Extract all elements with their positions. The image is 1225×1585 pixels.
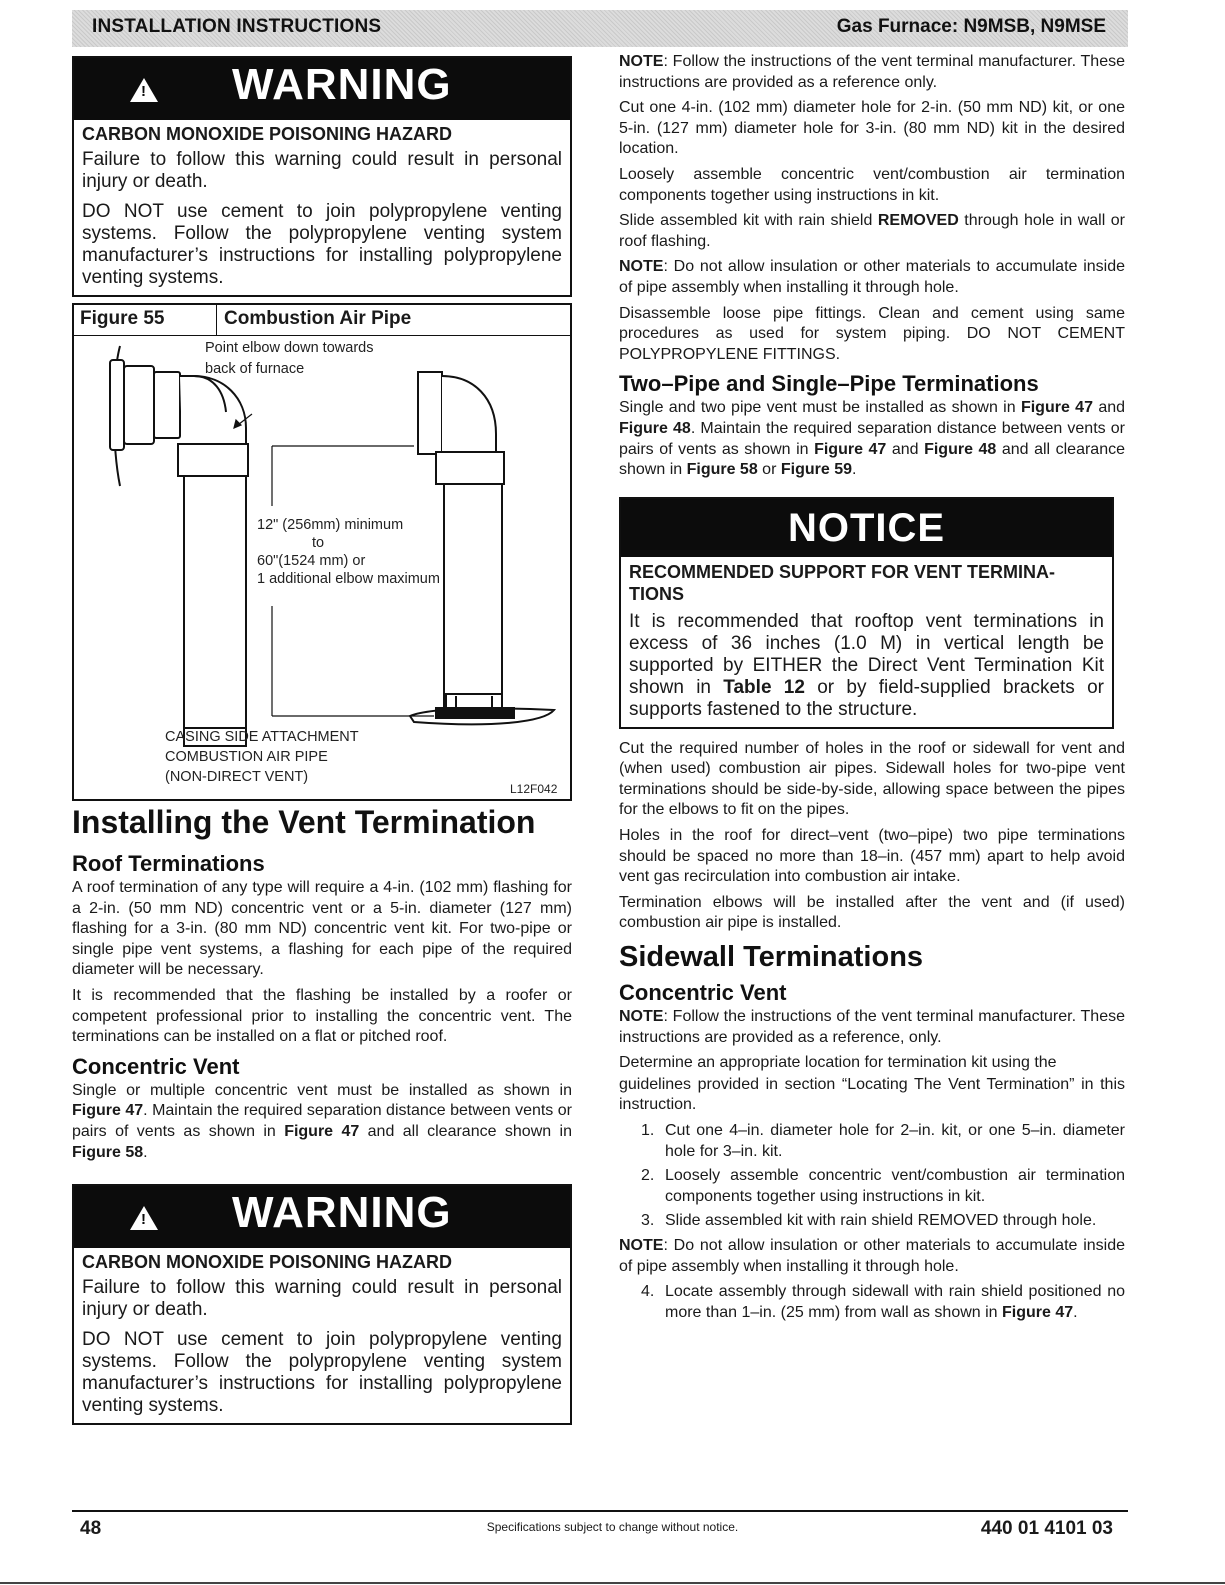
notice-title: RECOMMENDED SUPPORT FOR VENT TERMINA- TIONS	[629, 561, 1056, 604]
left-column-bottom	[72, 1184, 572, 1425]
figure-title: Combustion Air Pipe	[224, 308, 412, 329]
caption-line-3: (NON-DIRECT VENT)	[165, 769, 309, 785]
dimension-text-2: to	[312, 535, 325, 551]
paragraph-disassemble: Disassemble loose pipe fittings. Clean and cement using same procedures as used for system piping. DO NOT CEMENT POLYPROPYLENE FITTINGS.	[619, 304, 1125, 363]
warning-text-1: Failure to follow this warning could result in personal injury or death.	[82, 149, 562, 192]
notice-text: It is recommended that rooftop vent terminations in excess of 36 inches (1.0 M) in vertical length be supported by EITHER the Direct Vent Termination Kit shown in Table 12 or by field-supplied brackets or supports fastened to the structure.	[629, 610, 1104, 720]
warning-text-2: DO NOT use cement to join polypropylene venting systems. Follow the polypropylene venting system manufacturer’s instructions for installing polypropylene venting systems.	[82, 201, 562, 288]
warning-label: WARNING	[232, 60, 452, 109]
header-section-title: INSTALLATION INSTRUCTIONS	[92, 16, 382, 37]
page-number: 48	[80, 1518, 102, 1539]
paragraph-slide-kit: Slide assembled kit with rain shield REMOVED through hole in wall or roof flashing.	[619, 212, 1126, 250]
list-item: 3. Slide assembled kit with rain shield REMOVED through hole.	[641, 1212, 1097, 1230]
warning-triangle-icon	[130, 78, 158, 102]
note-insulation: NOTE: Do not allow insulation or other materials to accumulate inside of pipe assembly when installing it through hole.	[619, 258, 1125, 296]
right-column	[619, 52, 1125, 1327]
footer-disclaimer: Specifications subject to change without notice.	[486, 1520, 739, 1534]
figure-code: L12F042	[510, 782, 558, 796]
paragraph-two-pipe: Single and two pipe vent must be installed as shown in Figure 47 and Figure 48. Maintain the required separation distance between vents or pairs of vents as shown in Figure 47 and Figure 48 and all clearance shown in Figure 58 or Figure 59.	[619, 399, 1126, 479]
note-terminal-manufacturer: NOTE: Follow the instructions of the vent terminal manufacturer. These instructions are provided as a reference only.	[619, 53, 1125, 91]
dimension-text-3: 60"(1524 mm) or	[257, 553, 366, 569]
paragraph-loosely-assemble: Loosely assemble concentric vent/combustion air termination components together using instructions in kit.	[619, 165, 1125, 204]
warning-text-2: DO NOT use cement to join polypropylene venting systems. Follow the polypropylene venting system manufacturer’s instructions for installing polypropylene venting systems.	[82, 1329, 562, 1416]
list-item: 1. Cut one 4–in. diameter hole for 2–in. kit, or one 5–in. diameter hole for 3–in. kit.	[641, 1122, 1125, 1160]
warning-title: CARBON MONOXIDE POISONING HAZARD	[82, 124, 453, 144]
roof-paragraph-1: A roof termination of any type will require a 4-in. (102 mm) flashing for a 2-in. (50 mm ND) concentric vent or a 5-in. diameter (127 mm) flashing for a 3-in. (80 mm ND) concentric vent kit. For two-pipe or single pipe vent systems, a flashing for each pipe of the required diameter will be necessary.	[72, 879, 572, 979]
dimension-text-4: 1 additional elbow maximum	[257, 571, 440, 587]
warning-box-1	[72, 56, 572, 297]
list-item: 4. Locate assembly through sidewall with rain shield positioned no more than 1–in. (25 mm) from wall as shown in Figure 47.	[641, 1283, 1125, 1321]
dimension-text-1: 12" (256mm) minimum	[257, 517, 404, 533]
note-sidewall-manufacturer: NOTE: Follow the instructions of the vent terminal manufacturer. These instructions are provided as a reference, only.	[619, 1008, 1125, 1046]
header-product-title: Gas Furnace: N9MSB, N9MSE	[836, 16, 1106, 37]
note-sidewall-insulation: NOTE: Do not allow insulation or other materials to accumulate inside of pipe assembly when installing it through hole.	[619, 1236, 1125, 1275]
subheading-roof-terminations: Roof Terminations	[72, 851, 265, 876]
figure-header	[74, 305, 570, 336]
caption-line-2: COMBUSTION AIR PIPE	[165, 749, 328, 765]
paragraph-determine-1: Determine an appropriate location for termination kit using the	[619, 1054, 1057, 1072]
section-heading-sidewall: Sidewall Terminations	[619, 941, 924, 974]
left-column-body	[72, 804, 572, 1168]
paragraph-roof-holes: Holes in the roof for direct–vent (two–pipe) two pipe terminations should be spaced no more than 18–in. (457 mm) apart to help avoid vent gas recirculation into combustion air intake.	[619, 827, 1125, 886]
roof-paragraph-2: It is recommended that the flashing be installed by a roofer or competent professional prior to installing the concentric vent. The terminations can be installed on a flat or pitched roof.	[72, 986, 572, 1046]
list-item: 2. Loosely assemble concentric vent/combustion air termination components together using instructions in kit.	[641, 1167, 1125, 1205]
caption-line-1: CASING SIDE ATTACHMENT	[165, 729, 359, 745]
warning-box-2	[72, 1184, 572, 1425]
warning-label: WARNING	[232, 1188, 452, 1237]
warning-banner	[74, 1186, 570, 1248]
warning-title: CARBON MONOXIDE POISONING HAZARD	[82, 1252, 453, 1272]
notice-banner: NOTICE	[621, 499, 1112, 557]
paragraph-determine-2: guidelines provided in section “Locating The Vent Termination” in this instruction.	[619, 1075, 1125, 1114]
scan-bottom-edge	[0, 1582, 1225, 1584]
steps-list-continued	[619, 1282, 1125, 1323]
subheading-concentric-vent: Concentric Vent	[72, 1053, 240, 1079]
figure-55	[72, 303, 572, 801]
left-column-top	[72, 56, 572, 297]
warning-triangle-icon	[130, 1206, 158, 1230]
notice-box	[619, 497, 1114, 729]
warning-text-1: Failure to follow this warning could result in personal injury or death.	[82, 1277, 562, 1320]
section-heading-vent-termination: Installing the Vent Termination	[72, 804, 536, 840]
callout-top-1: Point elbow down towards	[205, 340, 374, 356]
paragraph-cut-hole: Cut one 4-in. (102 mm) diameter hole for 2-in. (50 mm ND) kit, or one 5-in. (127 mm) diameter hole for 3-in. (80 mm ND) kit in the desired location.	[619, 99, 1125, 158]
page-header	[72, 10, 1128, 47]
paragraph-termination-elbows: Termination elbows will be installed after the vent and (if used) combustion air pipe is installed.	[619, 893, 1125, 932]
document-number: 440 01 4101 03	[980, 1518, 1113, 1539]
steps-list	[619, 1121, 1125, 1232]
subheading-sidewall-concentric: Concentric Vent	[619, 980, 787, 1006]
concentric-paragraph: Single or multiple concentric vent must be installed as shown in Figure 47. Maintain the required separation distance between vents or pairs of vents as shown in Figure 47 and all clearance shown in Figure 58.	[72, 1081, 572, 1161]
figure-number: Figure 55	[80, 308, 165, 329]
subheading-two-pipe: Two–Pipe and Single–Pipe Terminations	[619, 371, 1039, 397]
callout-top-2: back of furnace	[205, 361, 305, 377]
warning-banner	[74, 58, 570, 120]
footer-rule	[72, 1510, 1128, 1512]
paragraph-cut-holes: Cut the required number of holes in the roof or sidewall for vent and (when used) combustion air pipes. Sidewall holes for two-pipe vent terminations should be side-by-side, allowing space between the pipes for the elbows to fit on the pipes.	[619, 739, 1125, 819]
